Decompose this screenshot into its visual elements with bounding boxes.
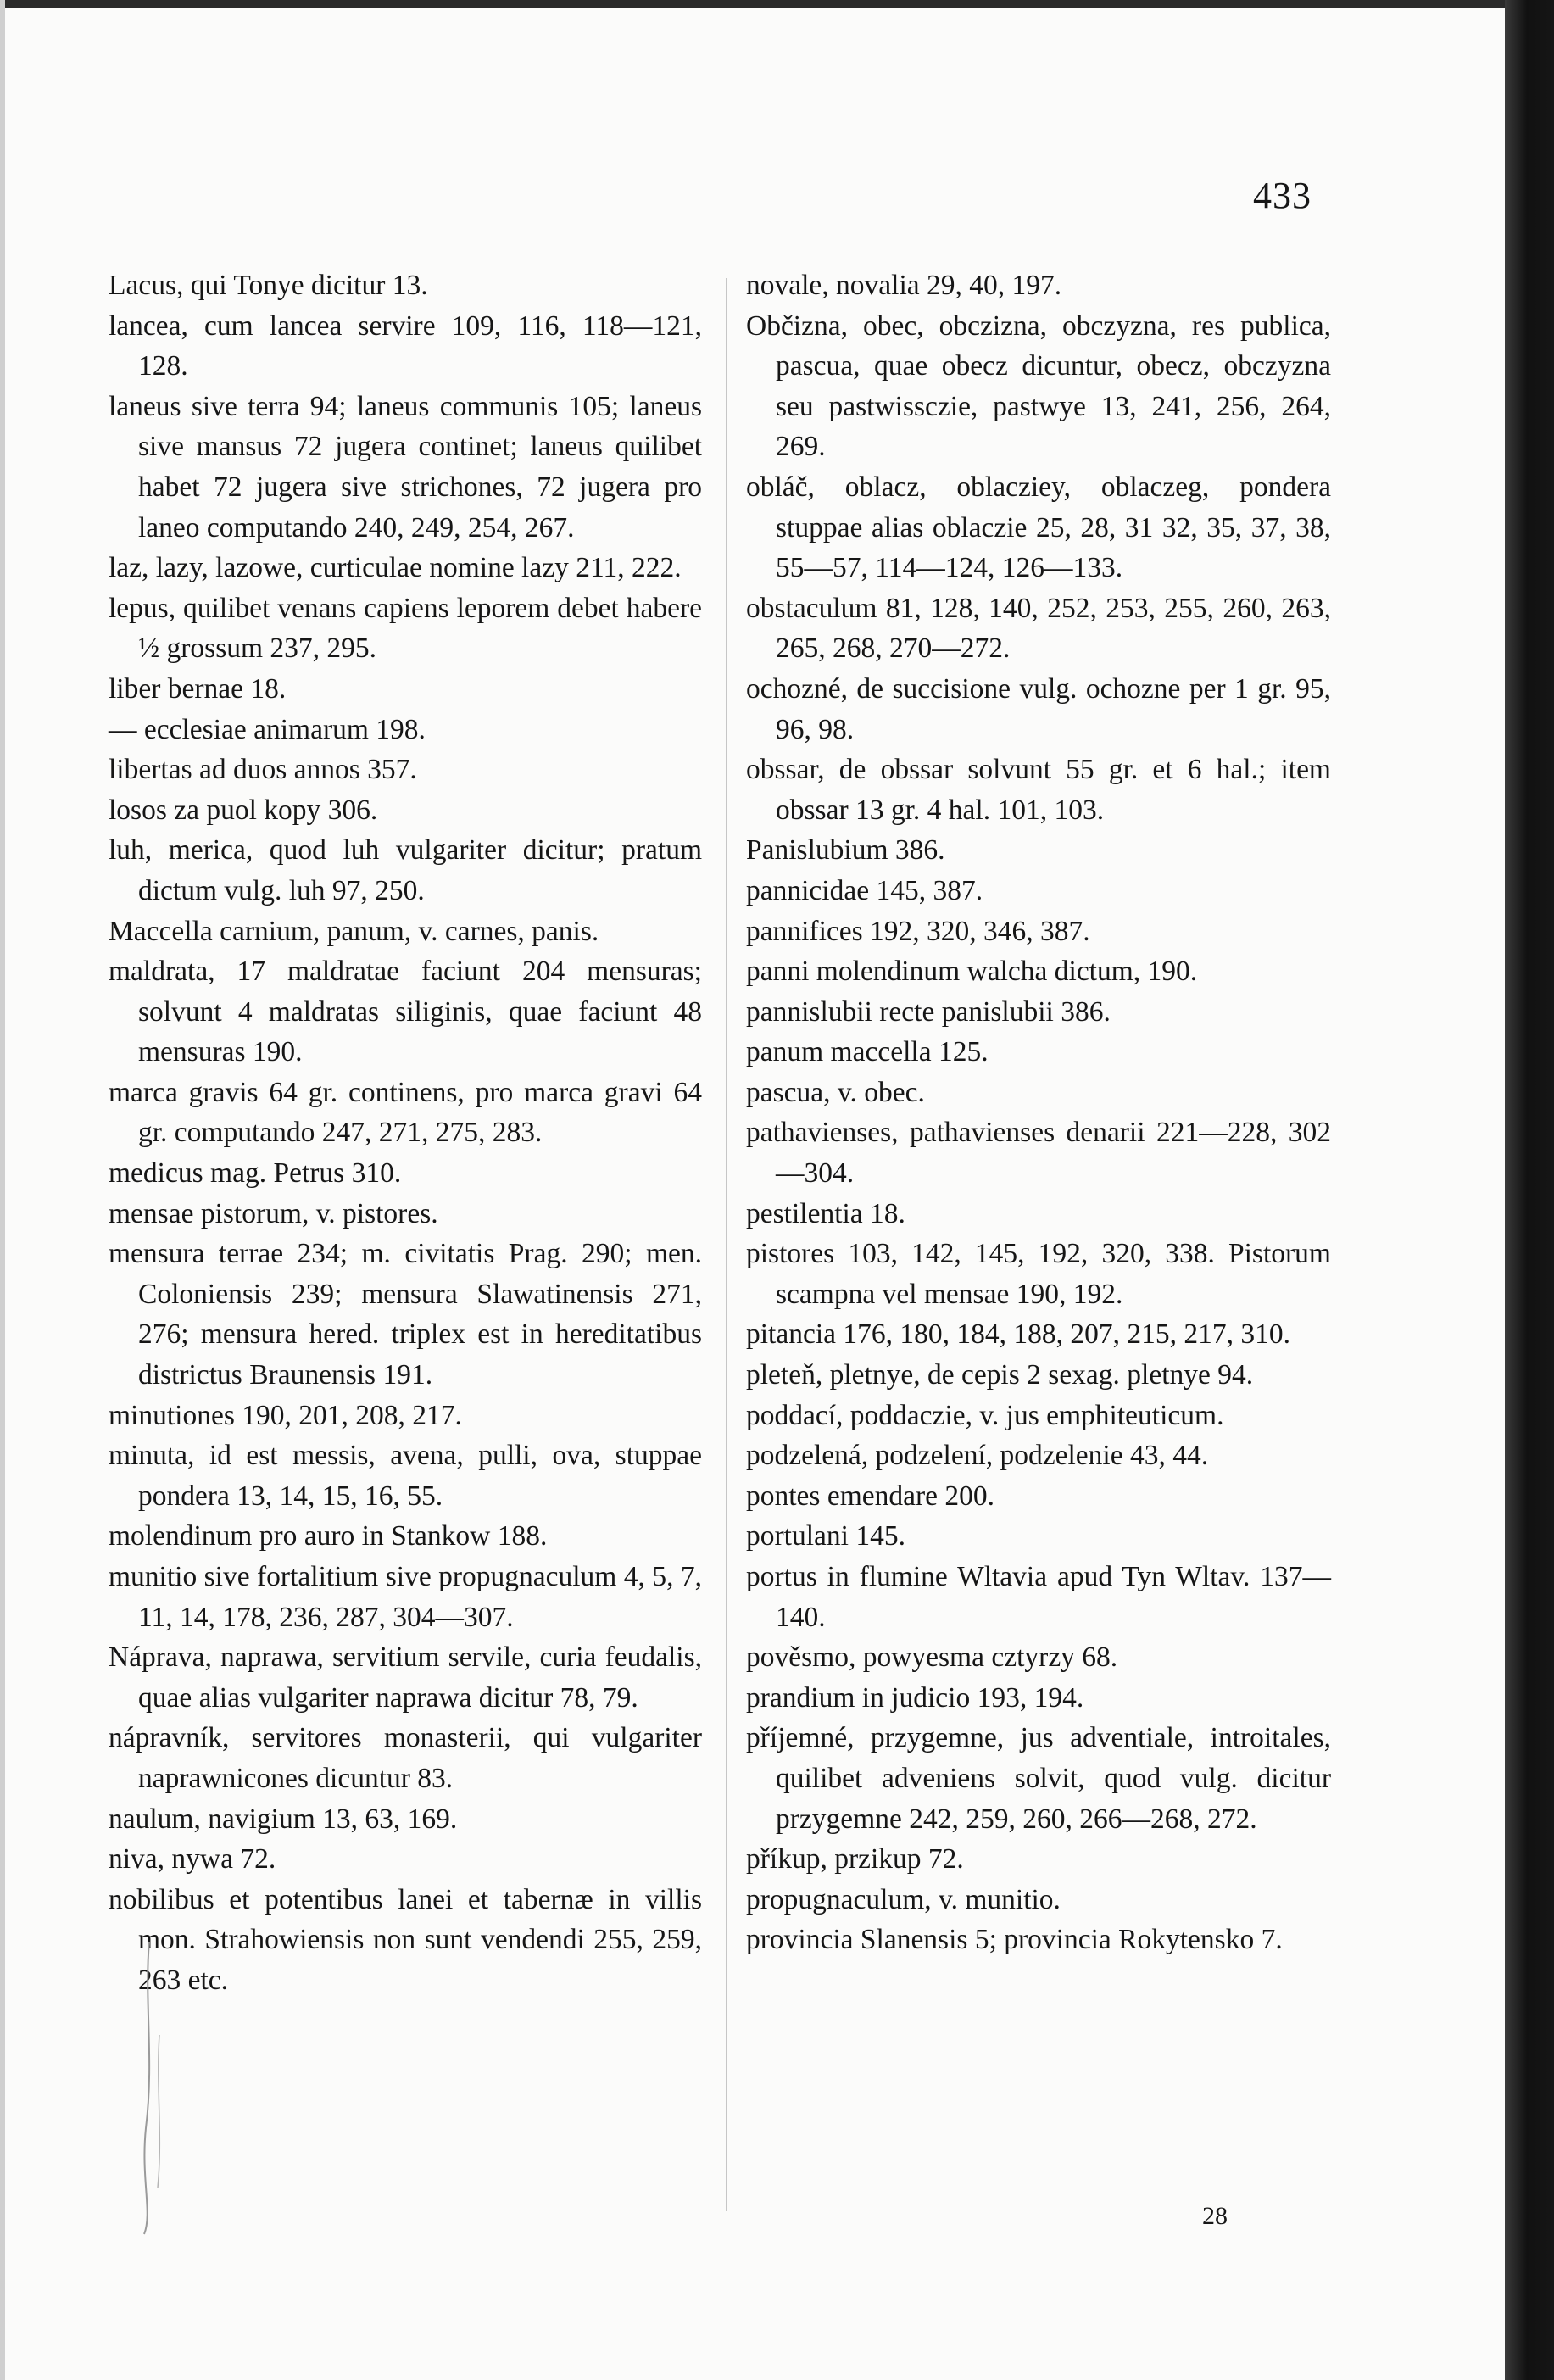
index-entry: provincia Slanensis 5; provincia Rokytensko 7. [746,1924,1283,1956]
index-entry: pleteň, pletnye, de cepis 2 sexag. pletnye 94. [746,1359,1254,1391]
index-entry: molendinum pro auro in Stankow 188. [109,1520,548,1552]
index-entry: Občizna, obec, obczizna, obczyzna, res publica, pascua, quae obecz dicuntur, obecz, obczyzna seu pastwissczie, pastwye 13, 241, 256, 264, 269. [746,309,1331,463]
index-entry: nápravník, servitores monasterii, qui vulgariter naprawnicones dicuntur 83. [109,1722,702,1794]
index-entry: pathavienses, pathavienses denarii 221—228, 302—304. [746,1117,1331,1190]
index-entry: munitio sive fortalitium sive propugnaculum 4, 5, 7, 11, 14, 178, 236, 287, 304—307. [109,1561,702,1633]
index-entry: Panislubium 386. [746,834,945,867]
index-entry: libertas ad duos annos 357. [109,754,417,786]
column-divider [726,278,727,2211]
index-entry: obssar, de obssar solvunt 55 gr. et 6 hal.; item obssar 13 gr. 4 hal. 101, 103. [746,754,1331,826]
index-entry: lancea, cum lancea servire 109, 116, 118—121, 128. [109,309,702,382]
index-entry: příjemné, przygemne, jus adventiale, introitales, quilibet adveniens solvit, quod vulg. dicitur przygemne 242, 259, 260, 266—268, 272. [746,1722,1331,1835]
index-entry: — ecclesiae animarum 198. [109,713,426,745]
index-entry: prandium in judicio 193, 194. [746,1681,1084,1714]
index-entry: novale, novalia 29, 40, 197. [746,270,1062,301]
index-entry: poddací, poddaczie, v. jus emphiteuticum. [746,1399,1224,1431]
index-entry: nobilibus et potentibus lanei et tabernæ in villis mon. Strahowiensis non sunt vendendi 255, 259, 263 etc. [109,1883,702,1996]
index-column-left [109,265,702,2001]
index-entry: pontes emendare 200. [746,1480,995,1512]
index-entry: laz, lazy, lazowe, curticulae nomine lazy 211, 222. [109,552,682,584]
index-entry: mensura terrae 234; m. civitatis Prag. 290; men. Coloniensis 239; mensura Slawatinensis 271, 276; mensura hered. triplex est in hereditatibus districtus Braunensis 191. [109,1238,702,1391]
scan-edge-top [0,0,1554,8]
margin-pencil-mark [137,1933,171,2238]
index-entry: pistores 103, 142, 145, 192, 320, 338. Pistorum scampna vel mensae 190, 192. [746,1238,1331,1310]
scan-edge-right [1505,0,1554,2380]
index-entry: panum maccella 125. [746,1036,989,1068]
index-entry: podzelená, podzelení, podzelenie 43, 44. [746,1440,1209,1472]
index-entry: Lacus, qui Tonye dicitur 13. [109,270,428,301]
index-entry: marca gravis 64 gr. continens, pro marca gravi 64 gr. computando 247, 271, 275, 283. [109,1076,702,1149]
index-entry: Maccella carnium, panum, v. carnes, panis. [109,915,599,947]
scan-edge-left [0,0,5,2380]
index-entry: pitancia 176, 180, 184, 188, 207, 215, 217, 310. [746,1318,1291,1351]
index-entry: mensae pistorum, v. pistores. [109,1197,438,1229]
index-entry: lepus, quilibet venans capiens leporem debet habere ½ grossum 237, 295. [109,592,702,665]
index-entry: pannislubii recte panislubii 386. [746,995,1111,1028]
index-entry: minutiones 190, 201, 208, 217. [109,1399,462,1431]
index-entry: ochozné, de succisione vulg. ochozne per 1 gr. 95, 96, 98. [746,672,1331,745]
index-entry: niva, nywa 72. [109,1843,276,1876]
index-entry: portulani 145. [746,1520,905,1552]
index-entry: pověsmo, powyesma cztyrzy 68. [746,1641,1118,1674]
index-entry: obláč, oblacz, oblacziey, oblaczeg, pondera stuppae alias oblaczie 25, 28, 31 32, 35, 37, 38, 55—57, 114—124, 126—133. [746,471,1331,584]
index-entry: medicus mag. Petrus 310. [109,1157,402,1190]
index-entry: propugnaculum, v. munitio. [746,1883,1061,1915]
index-entry: pestilentia 18. [746,1197,905,1229]
index-entry: Náprava, naprawa, servitium servile, curia feudalis, quae alias vulgariter naprawa dicitur 78, 79. [109,1641,702,1714]
printer-signature: 28 [1202,2202,1228,2230]
index-entry: portus in flumine Wltavia apud Tyn Wltav. 137—140. [746,1561,1331,1633]
index-entry: maldrata, 17 maldratae faciunt 204 mensuras; solvunt 4 maldratas siliginis, quae faciunt 48 mensuras 190. [109,956,702,1068]
page-number: 433 [1253,175,1312,216]
index-entry: obstaculum 81, 128, 140, 252, 253, 255, 260, 263, 265, 268, 270—272. [746,592,1331,665]
index-entry: pascua, v. obec. [746,1076,925,1108]
index-entry: příkup, przikup 72. [746,1843,964,1876]
index-entry: minuta, id est messis, avena, pulli, ova, stuppae pondera 13, 14, 15, 16, 55. [109,1440,702,1512]
index-entry: losos za puol kopy 306. [109,794,378,826]
index-entry: panni molendinum walcha dictum, 190. [746,956,1198,988]
index-column-right [746,265,1331,1960]
index-entry: naulum, navigium 13, 63, 169. [109,1803,458,1835]
index-entry: pannifices 192, 320, 346, 387. [746,915,1090,947]
index-entry: laneus sive terra 94; laneus communis 105; laneus sive mansus 72 jugera continet; laneus quilibet habet 72 jugera sive strichones, 72 jugera pro laneo computando 240, 249, 254, 267. [109,390,702,543]
index-entry: liber bernae 18. [109,672,287,705]
index-entry: pannicidae 145, 387. [746,874,983,906]
index-entry: luh, merica, quod luh vulgariter dicitur; pratum dictum vulg. luh 97, 250. [109,834,702,906]
